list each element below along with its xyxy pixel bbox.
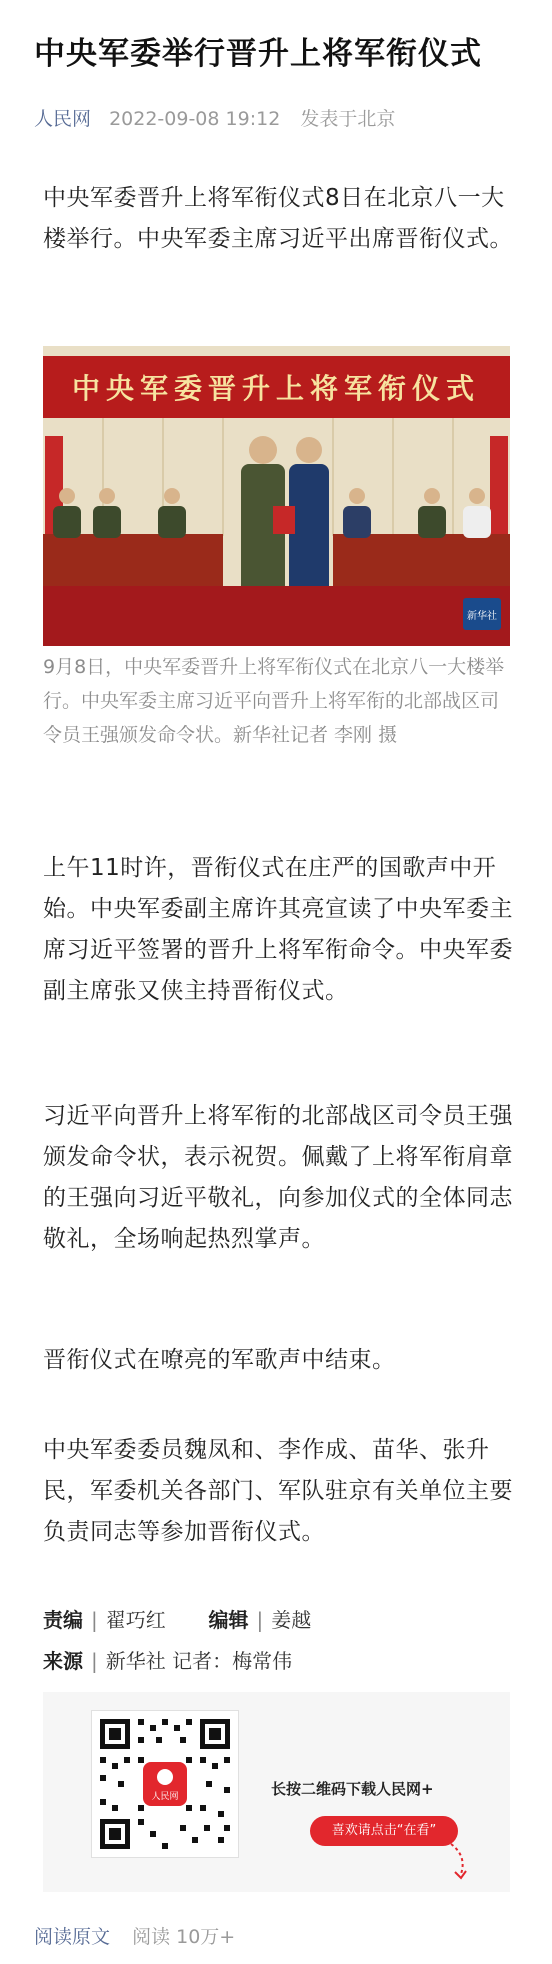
editor-credits [43, 1604, 311, 1633]
editor-name: 翟巧红 [105, 1608, 166, 1632]
article-photo[interactable] [43, 346, 510, 646]
arrow-down-icon [445, 1842, 475, 1882]
separator: | [256, 1608, 264, 1632]
separator: | [91, 1649, 98, 1673]
paragraph-1: 中央军委晋升上将军衔仪式8日在北京八一大楼举行。中央军委主席习近平出席晋衔仪式。 [43, 185, 513, 252]
source-value: 新华社 记者：梅常伟 [105, 1649, 293, 1673]
read-original-link[interactable]: 阅读原文 [34, 1926, 111, 1948]
paragraph-3: 习近平向晋升上将军衔的北部战区司令员王强颁发命令状，表示祝贺。佩戴了上将军衔肩章的王强向习近平敬礼，向参加仪式的全体同志敬礼，全场响起热烈掌声。 [43, 1103, 513, 1252]
photo-caption: 9月8日，中央军委晋升上将军衔仪式在北京八一大楼举行。中央军委主席习近平向晋升上将军衔的北部战区司令员王强颁发命令状。新华社记者 李刚 摄 [43, 656, 505, 746]
chief-label: 编辑 [208, 1608, 249, 1632]
publish-date: 2022-09-08 19:12 [109, 108, 281, 130]
like-button[interactable]: 喜欢请点击“在看” [310, 1816, 458, 1846]
read-count: 阅读 10万+ [132, 1926, 236, 1948]
paragraph-2: 上午11时许，晋衔仪式在庄严的国歌声中开始。中央军委副主席许其亮宣读了中央军委主席习近平签署的晋升上将军衔命令。中央军委副主席张又侠主持晋衔仪式。 [43, 855, 513, 1004]
paragraph-4: 晋衔仪式在嘹亮的军歌声中结束。 [43, 1347, 396, 1373]
photo-banner-text: 中央军委晋升上将军衔仪式 [71, 372, 481, 405]
source-link[interactable]: 人民网 [34, 108, 92, 130]
article-footer [34, 1922, 235, 1949]
qr-code-icon [92, 1711, 238, 1857]
download-prompt: 长按二维码下载人民网+ [271, 1780, 434, 1798]
article-meta [34, 104, 395, 131]
article-title: 中央军委举行晋升上将军衔仪式 [34, 36, 482, 72]
qr-code[interactable] [91, 1710, 239, 1858]
source-label: 来源 [43, 1649, 83, 1673]
publish-location: 发表于北京 [300, 108, 396, 130]
chief-name: 姜越 [271, 1608, 312, 1632]
photo-watermark: 新华社 [467, 611, 497, 622]
separator: | [91, 1608, 98, 1632]
qr-logo-text: 人民网 [151, 1792, 179, 1802]
source-credits [43, 1645, 292, 1674]
editor-label: 责编 [43, 1608, 83, 1632]
ceremony-photo [43, 346, 510, 646]
paragraph-5: 中央军委委员魏凤和、李作成、苗华、张升民，军委机关各部门、军队驻京有关单位主要负责同志等参加晋衔仪式。 [43, 1437, 513, 1545]
app-promo-card [43, 1692, 510, 1892]
